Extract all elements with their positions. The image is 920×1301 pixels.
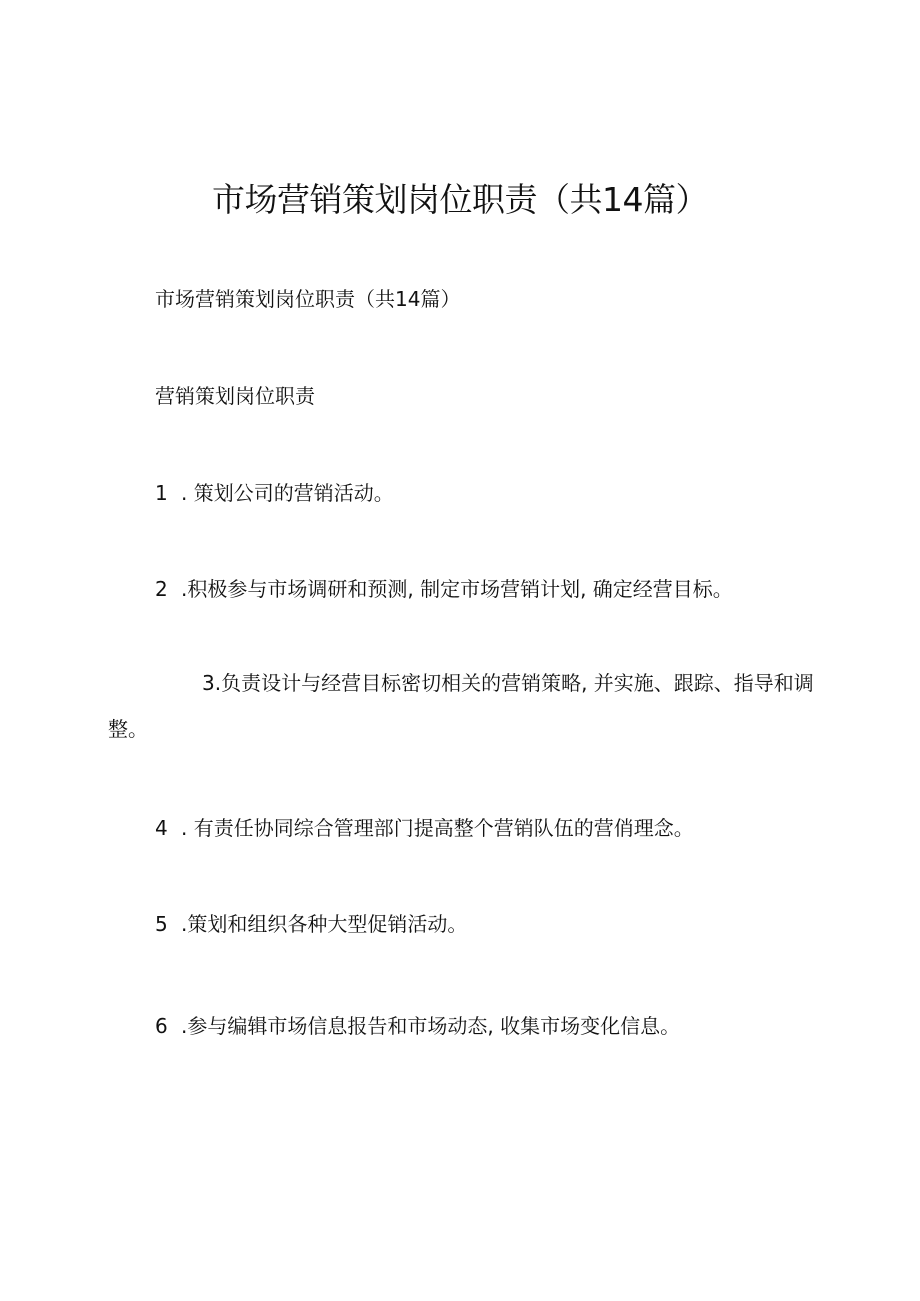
list-item-number: 4 <box>155 816 168 840</box>
list-item-4 <box>155 815 855 841</box>
list-item-text: . 有责任协同综合管理部门提高整个营销队伍的营俏理念。 <box>181 816 694 840</box>
list-item-5 <box>155 911 855 937</box>
list-item-number: 3 <box>202 671 215 695</box>
list-item-number: 1 <box>155 481 168 505</box>
list-item-6 <box>155 1013 855 1039</box>
list-item-text: . 策划公司的营销活动。 <box>181 481 394 505</box>
list-item-number: 2 <box>155 577 168 601</box>
list-item-text: .策划和组织各种大型促销活动。 <box>181 912 468 936</box>
list-item-text: .积极参与市场调研和预测, 制定市场营销计划, 确定经营目标。 <box>181 577 733 601</box>
section-heading: 营销策划岗位职责 <box>155 384 315 408</box>
intro-line: 市场营销策划岗位职责（共14篇） <box>155 287 461 311</box>
list-item-text: .参与编辑市场信息报告和市场动态, 收集市场变化信息。 <box>181 1014 681 1038</box>
list-item-number: 5 <box>155 912 168 936</box>
list-item-3 <box>108 660 838 752</box>
document-title: 市场营销策划岗位职责（共14篇） <box>212 180 708 219</box>
list-item-1 <box>155 480 855 506</box>
list-item-number: 6 <box>155 1014 168 1038</box>
list-item-2 <box>155 576 855 602</box>
list-item-text: .负责设计与经营目标密切相关的营销策略, 并实施、跟踪、指导和调整。 <box>108 671 814 741</box>
